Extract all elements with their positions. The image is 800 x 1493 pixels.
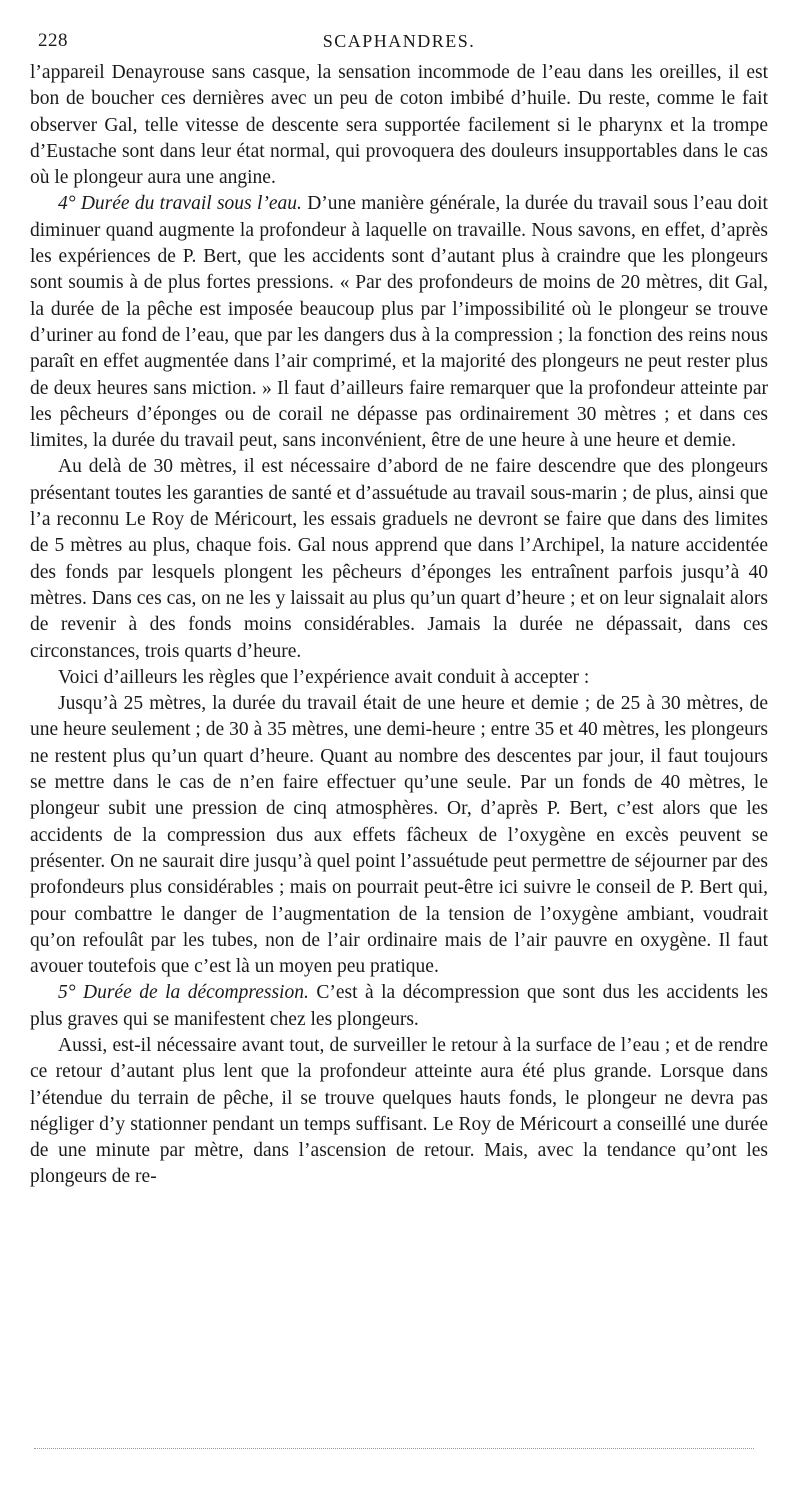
paragraph-continuation <box>30 60 768 191</box>
paragraph-return-ascent <box>30 1033 768 1191</box>
paragraph-rules-intro <box>30 665 768 691</box>
paragraph-text: l’appareil Denayrouse sans casque, la sensation incommode de l’eau dans les oreilles, il est bon de boucher ces dernières avec un peu de coton imbibé d’huile. Du reste, comme le fait observer Gal, telle vitesse de descente sera supportée facilement si le pharynx et la trompe d’Eustache sont dans leur état normal, qui provoquera des douleurs insupportables dans le cas où le plongeur aura une angine. <box>30 62 768 189</box>
paragraph-decompression <box>30 980 768 1033</box>
paragraph-text: C’est à la décompression que sont dus les accidents les plus graves qui se manifestent chez les plongeurs. <box>30 982 769 1030</box>
paragraph-text: Jusqu’à 25 mètres, la durée du travail était de une heure et demie ; de 25 à 30 mètres, de une heure seulement ; de 30 à 35 mètres, une demi-heure ; entre 35 et 40 mètres, les plongeurs ne restent plus qu’un quart d’heure. Quant au nombre des descentes par jour, il faut toujours se mettre dans le cas de n’en faire effectuer qu’une seule. Par un fonds de 40 mètres, le plongeur subit une pression de cinq atmosphères. Or, d’après P. Bert, c’est alors que les accidents de la compression dus aux effets fâcheux de l’oxygène en excès peuvent se présenter. On ne saurait dire jusqu’à quel point l’assuétude peut permettre de séjourner par des profondeurs plus considérables ; mais on pourrait peut-être ici suivre le conseil de P. Bert qui, pour combattre le danger de l’augmentation de la tension de l’oxygène ambiant, voudrait qu’on refoulât par les tubes, non de l’air ordinaire mais de l’air pauvre en oxygène. Il faut avouer toutefois que c’est là un moyen peu pratique. <box>30 693 768 978</box>
paragraph-work-duration <box>30 191 768 454</box>
paragraph-text: Au delà de 30 mètres, il est nécessaire d’abord de ne faire descendre que des plongeurs présentant toutes les garanties de santé et d’assuétude au travail sous-marin ; de plus, ainsi que l’a reconnu Le Roy de Méricourt, les essais graduels ne devront se faire que dans des limites de 5 mètres au plus, chaque fois. Gal nous apprend que dans l’Archipel, la nature accidentée des fonds par lesquels plongent les pêcheurs d’éponges les entraînent parfois jusqu’à 40 mètres. Dans ces cas, on ne les y laissait au plus qu’un quart d’heure ; et on leur signalait alors de revenir à des fonds moins considérables. Jamais la durée ne dépassait, dans ces circonstances, trois quarts d’heure. <box>30 456 768 662</box>
section-heading-decompression: 5° Durée de la décompression. <box>58 982 309 1004</box>
paragraph-beyond-30m <box>30 454 768 664</box>
paragraph-text: Aussi, est-il nécessaire avant tout, de surveiller le retour à la surface de l’eau ; et de rendre ce retour d’autant plus lent que la profondeur atteinte aura été plus grande. Lorsque dans l’étendue du terrain de pêche, il se trouve quelques hauts fonds, le plongeur ne devra pas négliger d’y stationner pendant un temps suffisant. Le Roy de Méricourt a conseillé une durée de une minute par mètre, dans l’ascension de retour. Mais, avec la tendance qu’ont les plongeurs de re- <box>30 1034 768 1188</box>
book-page <box>30 28 768 1191</box>
paragraph-text: D’une manière générale, la durée du travail sous l’eau doit diminuer quand augmente la profondeur à laquelle on travaille. Nous savons, en effet, d’après les expériences de P. Bert, que les accidents sont d’autant plus à craindre que les plongeurs sont soumis à de plus fortes pressions. « Par des profondeurs de moins de 20 mètres, dit Gal, la durée de la pêche est imposée beaucoup plus par l’impossibilité où le plongeur se trouve d’uriner au fond de l’eau, que par les dangers dus à la compression ; la fonction des reins nous paraît en effet augmentée dans l’air comprimé, et la majorité des plongeurs ne peut rester plus de deux heures sans miction. » Il faut d’ailleurs faire remarquer que la profondeur atteinte par les pêcheurs d’éponges ou de corail ne dépasse pas ordinairement 30 mètres ; et dans ces limites, la durée du travail peut, sans inconvénient, être de une heure à une heure et demie. <box>30 193 768 452</box>
page-number: 228 <box>38 30 68 51</box>
running-title: SCAPHANDRES. <box>322 31 476 51</box>
footer-dotted-rule <box>34 1448 754 1449</box>
paragraph-rules <box>30 691 768 980</box>
paragraph-text: Voici d’ailleurs les règles que l’expérience avait conduit à accepter : <box>58 666 590 688</box>
section-heading-work-duration: 4° Durée du travail sous l’eau. <box>58 193 302 215</box>
page-header <box>30 28 768 58</box>
